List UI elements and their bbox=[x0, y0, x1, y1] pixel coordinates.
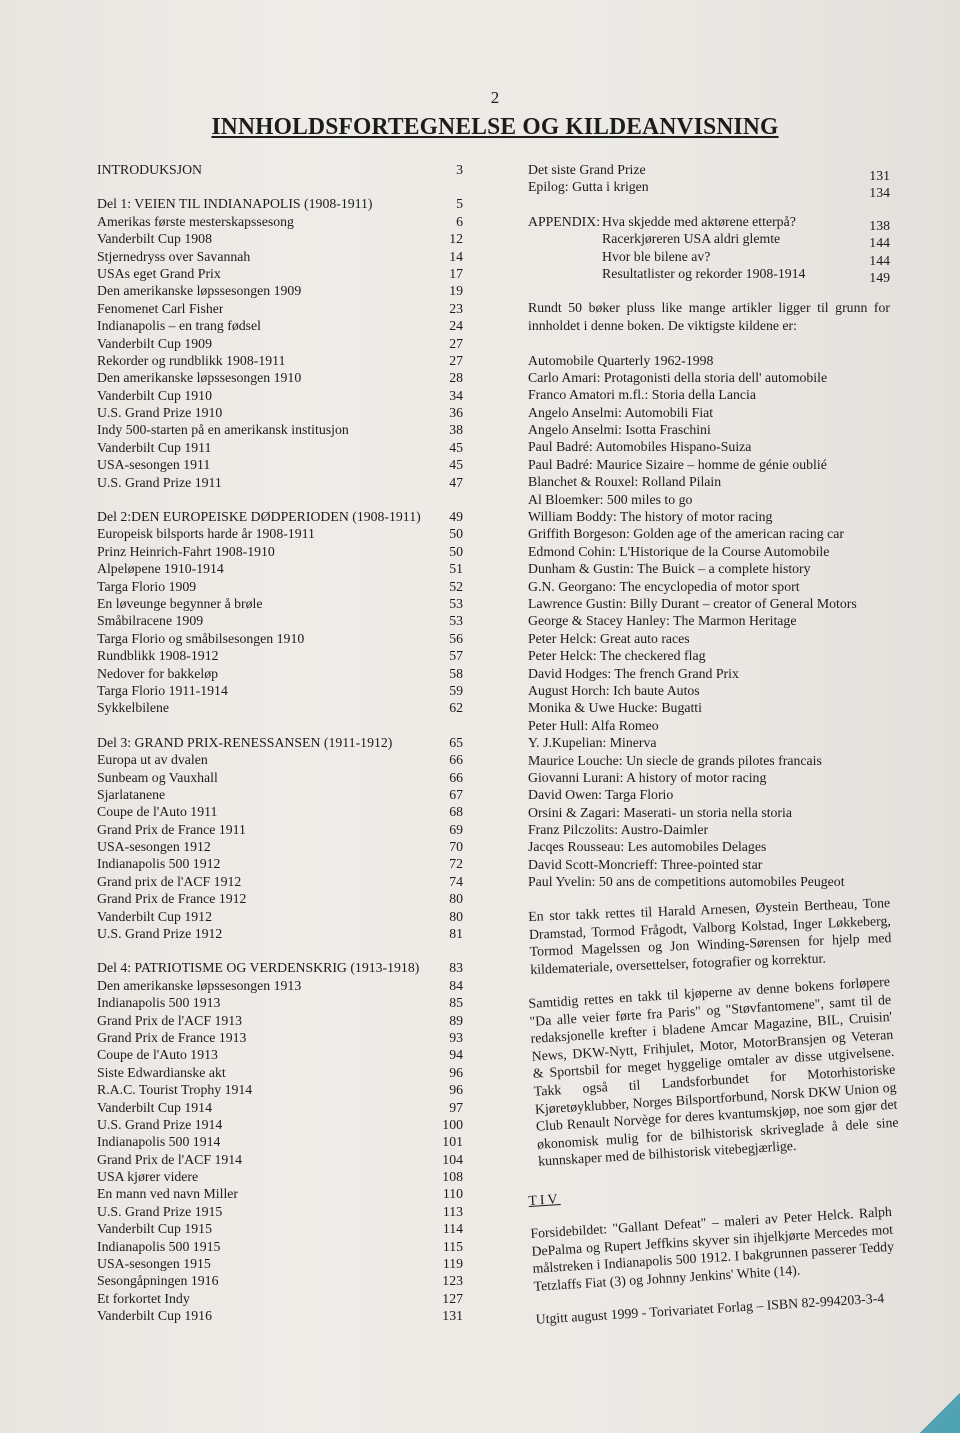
toc-entry: Vanderbilt Cup 1914 97 bbox=[97, 1099, 463, 1115]
toc-entry: Nedover for bakkeløp 58 bbox=[97, 665, 463, 681]
toc-entry: Alpeløpene 1910-1914 51 bbox=[97, 561, 463, 577]
thanks-paragraph: En stor takk rettes til Harald Arnesen, Øystein Bertheau, Tone Dramstad, Tormod Frågodt, Valborg Kolstad, Inger Løkkeberg, Tormod Magelssen og Jon Winding-Sørensen for hjelp med kildemateriale, oversettelser, fotografier og korrektur. bbox=[528, 894, 892, 977]
toc-entry: Vanderbilt Cup 1911 45 bbox=[97, 439, 463, 455]
toc-entry: Europeisk bilsports harde år 1908-1911 50 bbox=[97, 526, 463, 542]
toc-entry: R.A.C. Tourist Trophy 1914 96 bbox=[97, 1082, 463, 1098]
toc-entry: Targa Florio 1909 52 bbox=[97, 578, 463, 594]
source-entry: Paul Badré: Automobiles Hispano-Suiza bbox=[528, 439, 752, 455]
toc-section-heading: Del 3: GRAND PRIX-RENESSANSEN (1911-1912) 65 bbox=[97, 734, 463, 750]
source-entry: Peter Helck: Great auto races bbox=[528, 630, 690, 646]
toc-entry: Indianapolis 500 1915 115 bbox=[97, 1238, 463, 1254]
toc-entry: U.S. Grand Prize 1914 100 bbox=[97, 1116, 463, 1132]
toc-entry: Grand Prix de France 1911 69 bbox=[97, 821, 463, 837]
toc-entry: USAs eget Grand Prix 17 bbox=[97, 265, 463, 281]
source-entry: Maurice Louche: Un siecle de grands pilotes francais bbox=[528, 752, 822, 768]
toc-entry: En mann ved navn Miller 110 bbox=[97, 1186, 463, 1202]
appendix-entry: Racerkjøreren USA aldri glemte 144 bbox=[602, 231, 890, 251]
page-corner bbox=[920, 1393, 960, 1433]
source-entry: David Hodges: The french Grand Prix bbox=[528, 665, 739, 681]
toc-entry: Stjernedryss over Savannah 14 bbox=[97, 248, 463, 264]
toc-entry: Grand Prix de l'ACF 1913 89 bbox=[97, 1012, 463, 1028]
source-entry: George & Stacey Hanley: The Marmon Heritage bbox=[528, 613, 797, 629]
toc-entry: Den amerikanske løpssesongen 1913 84 bbox=[97, 977, 463, 993]
toc-entry: USA-sesongen 1915 119 bbox=[97, 1256, 463, 1272]
publication-info: Utgitt august 1999 - Torivariatet Forlag – ISBN 82-994203-3-4 bbox=[535, 1290, 885, 1328]
source-entry: Franz Pilczolits: Austro-Daimler bbox=[528, 822, 709, 838]
sources-list bbox=[528, 352, 890, 891]
toc-entry: Vanderbilt Cup 1910 34 bbox=[97, 387, 463, 403]
toc-entry: Rundblikk 1908-1912 57 bbox=[97, 648, 463, 664]
toc-entry: Den amerikanske løpssesongen 1909 19 bbox=[97, 283, 463, 299]
toc-entry: Grand prix de l'ACF 1912 74 bbox=[97, 873, 463, 889]
toc-entry: Grand Prix de l'ACF 1914 104 bbox=[97, 1151, 463, 1167]
toc-entry: USA kjører videre 108 bbox=[97, 1169, 463, 1185]
toc-entry: Vanderbilt Cup 1912 80 bbox=[97, 908, 463, 924]
toc-entry: Sesongåpningen 1916 123 bbox=[97, 1273, 463, 1289]
toc-entry: Vanderbilt Cup 1908 12 bbox=[97, 231, 463, 247]
page-title: INNHOLDSFORTEGNELSE OG KILDEANVISNING bbox=[211, 114, 779, 140]
source-entry: Y. J.Kupelian: Minerva bbox=[528, 735, 657, 751]
source-entry: Automobile Quarterly 1962-1998 bbox=[528, 352, 714, 368]
toc-section-4 bbox=[97, 959, 467, 1324]
toc-entry: Det siste Grand Prize 131 bbox=[528, 162, 890, 183]
toc-entry: Fenomenet Carl Fisher 23 bbox=[97, 300, 463, 316]
source-entry: August Horch: Ich baute Autos bbox=[528, 682, 700, 698]
source-entry: Blanchet & Rouxel: Rolland Pilain bbox=[528, 474, 722, 490]
source-entry: Griffith Borgeson: Golden age of the american racing car bbox=[528, 526, 844, 542]
toc-entry: Sunbeam og Vauxhall 66 bbox=[97, 769, 463, 785]
toc-entry: Coupe de l'Auto 1911 68 bbox=[97, 804, 463, 820]
toc-section-3 bbox=[97, 734, 467, 943]
toc-entry: Amerikas første mesterskapssesong 6 bbox=[97, 213, 463, 229]
appendix-entry: Hvor ble bilene av? 144 bbox=[602, 248, 890, 268]
source-entry: Al Bloemker: 500 miles to go bbox=[528, 491, 693, 507]
source-entry: Paul Badré: Maurice Sizaire – homme de génie oublié bbox=[528, 456, 827, 472]
toc-entry: Indianapolis 500 1914 101 bbox=[97, 1134, 463, 1150]
toc-section-2 bbox=[97, 508, 467, 717]
toc-entry: Sykkelbilene 62 bbox=[97, 700, 463, 716]
source-entry: Edmond Cohin: L'Historique de la Course Automobile bbox=[528, 543, 830, 559]
toc-entry: Europa ut av dvalen 66 bbox=[97, 752, 463, 768]
source-entry: Lawrence Gustin: Billy Durant – creator of General Motors bbox=[528, 596, 857, 611]
source-entry: Carlo Amari: Protagonisti della storia dell' automobile bbox=[528, 369, 828, 385]
source-entry: David Owen: Targa Florio bbox=[528, 787, 674, 803]
source-entry: David Scott-Moncrieff: Three-pointed star bbox=[528, 856, 763, 872]
source-entry: Peter Hull: Alfa Romeo bbox=[528, 717, 659, 733]
source-entry: Giovanni Lurani: A history of motor racing bbox=[528, 769, 767, 785]
toc-entry: Targa Florio og småbilsesongen 1910 56 bbox=[97, 630, 463, 646]
toc-entry: Targa Florio 1911-1914 59 bbox=[97, 682, 463, 698]
source-entry: Angelo Anselmi: Isotta Fraschini bbox=[528, 422, 711, 438]
toc-entry: Den amerikanske løpssesongen 1910 28 bbox=[97, 370, 463, 386]
toc-entry: Sjarlatanene 67 bbox=[97, 786, 463, 802]
sources-intro: Rundt 50 bøker pluss like mange artikler ligger til grunn for innholdet i denne boken. De viktigste kildene er: bbox=[528, 300, 890, 333]
source-entry: Orsini & Zagari: Maserati- un storia nella storia bbox=[528, 804, 792, 820]
source-entry: G.N. Georgano: The encyclopedia of motor sport bbox=[528, 578, 800, 594]
toc-entry: U.S. Grand Prize 1910 36 bbox=[97, 405, 463, 421]
toc-entry: Prinz Heinrich-Fahrt 1908-1910 50 bbox=[97, 543, 463, 559]
thanks-buyers-paragraph: Samtidig rettes en takk til kjøperne av denne bokens forløpere "Da alle veier førte fra Paris" og "Støvfantomene", samt til de redaksjonelle krefter i bladene Amcar Magazine, BIL, Cruisin' News, DKW-Nytt, Frihjulet, Motor, MotorBransjen og Veteran & Sportsbil for meget hyggelige omtaler av disse utgivelsene. Takk også til Landsforbundet for Motorhistoriske Kjøretøyklubber, Norges Bilsportforbund, Norsk DKW Union og Club Renault Norvège for deres kvantumskjøp, noe som gjør det økonomisk mulig for de bilhistorisk skriveglade å dele sine kunnskaper med de bilhistorisk vitebegjærlige. bbox=[528, 973, 899, 1170]
toc-entry: Epilog: Gutta i krigen 134 bbox=[528, 179, 890, 201]
appendix-entry: Resultatlister og rekorder 1908-1914 149 bbox=[602, 265, 890, 285]
page-number: 2 bbox=[490, 88, 500, 107]
toc-entry: Coupe de l'Auto 1913 94 bbox=[97, 1047, 463, 1063]
source-entry: Dunham & Gustin: The Buick – a complete history bbox=[528, 561, 811, 577]
toc-entry: Et forkortet Indy 127 bbox=[97, 1290, 463, 1306]
toc-section-heading: Del 1: VEIEN TIL INDIANAPOLIS (1908-1911) 5 bbox=[97, 196, 463, 212]
toc-entry: Vanderbilt Cup 1909 27 bbox=[97, 335, 463, 351]
toc-entry: Grand Prix de France 1912 80 bbox=[97, 891, 463, 907]
toc-entry: Vanderbilt Cup 1915 114 bbox=[97, 1221, 463, 1237]
right-column bbox=[528, 161, 899, 1329]
source-entry: Franco Amatori m.fl.: Storia della Lancia bbox=[528, 387, 756, 403]
toc-entry: Indianapolis 500 1912 72 bbox=[97, 856, 463, 872]
author-signature: TIV bbox=[528, 1190, 561, 1208]
toc-section-heading: Del 4: PATRIOTISME OG VERDENSKRIG (1913-1918) 83 bbox=[97, 960, 463, 976]
toc-entry: U.S. Grand Prize 1912 81 bbox=[97, 926, 463, 942]
source-entry: Paul Yvelin: 50 ans de competitions automobiles Peugeot bbox=[528, 874, 845, 890]
toc-entry: USA-sesongen 1911 45 bbox=[97, 457, 463, 473]
toc-entry: USA-sesongen 1912 70 bbox=[97, 839, 463, 855]
toc-entry: Indianapolis 500 1913 85 bbox=[97, 995, 463, 1011]
source-entry: Angelo Anselmi: Automobili Fiat bbox=[528, 404, 714, 420]
source-entry: Monika & Uwe Hucke: Bugatti bbox=[528, 700, 702, 716]
toc-section-1 bbox=[97, 195, 467, 491]
toc-entry: U.S. Grand Prize 1911 47 bbox=[97, 474, 463, 490]
toc-entry: Småbilracene 1909 53 bbox=[97, 613, 463, 629]
toc-entry: INTRODUKSJON 3 bbox=[97, 162, 463, 177]
toc-entry: Vanderbilt Cup 1916 131 bbox=[97, 1308, 463, 1324]
source-entry: Jacqes Rousseau: Les automobiles Delages bbox=[528, 839, 767, 855]
toc-entry: Siste Edwardianske akt 96 bbox=[97, 1064, 463, 1080]
toc-entry: En løveunge begynner å brøle 53 bbox=[97, 595, 463, 611]
toc-entry: Rekorder og rundblikk 1908-1911 27 bbox=[97, 352, 463, 368]
source-entry: William Boddy: The history of motor racing bbox=[528, 509, 773, 525]
toc-entry: Indianapolis – en trang fødsel 24 bbox=[97, 318, 463, 334]
source-entry: Peter Helck: The checkered flag bbox=[528, 648, 706, 664]
toc-section-heading: Del 2:DEN EUROPEISKE DØDPERIODEN (1908-1911) 49 bbox=[97, 509, 463, 525]
cover-caption: Forsidebildet: "Gallant Defeat" – maleri av Peter Helck. Ralph DePalma og Rupert Jeffkins skyver sin ihjelkjørte Mercedes mot målstreken i Indianapolis 500 1912. I bakgrunnen passerer Teddy Tetzlaffs Fiat (3) og Johnny Jenkins' White (14). bbox=[530, 1203, 895, 1294]
appendix-entry: APPENDIX: Hva skjedde med aktørene etterpå? 138 bbox=[528, 213, 890, 233]
toc-entry: U.S. Grand Prize 1915 113 bbox=[97, 1203, 463, 1219]
toc-column bbox=[97, 161, 467, 1325]
toc-entry: Grand Prix de France 1913 93 bbox=[97, 1029, 463, 1045]
toc-entry: Indy 500-starten på en amerikansk institusjon 38 bbox=[97, 422, 463, 438]
